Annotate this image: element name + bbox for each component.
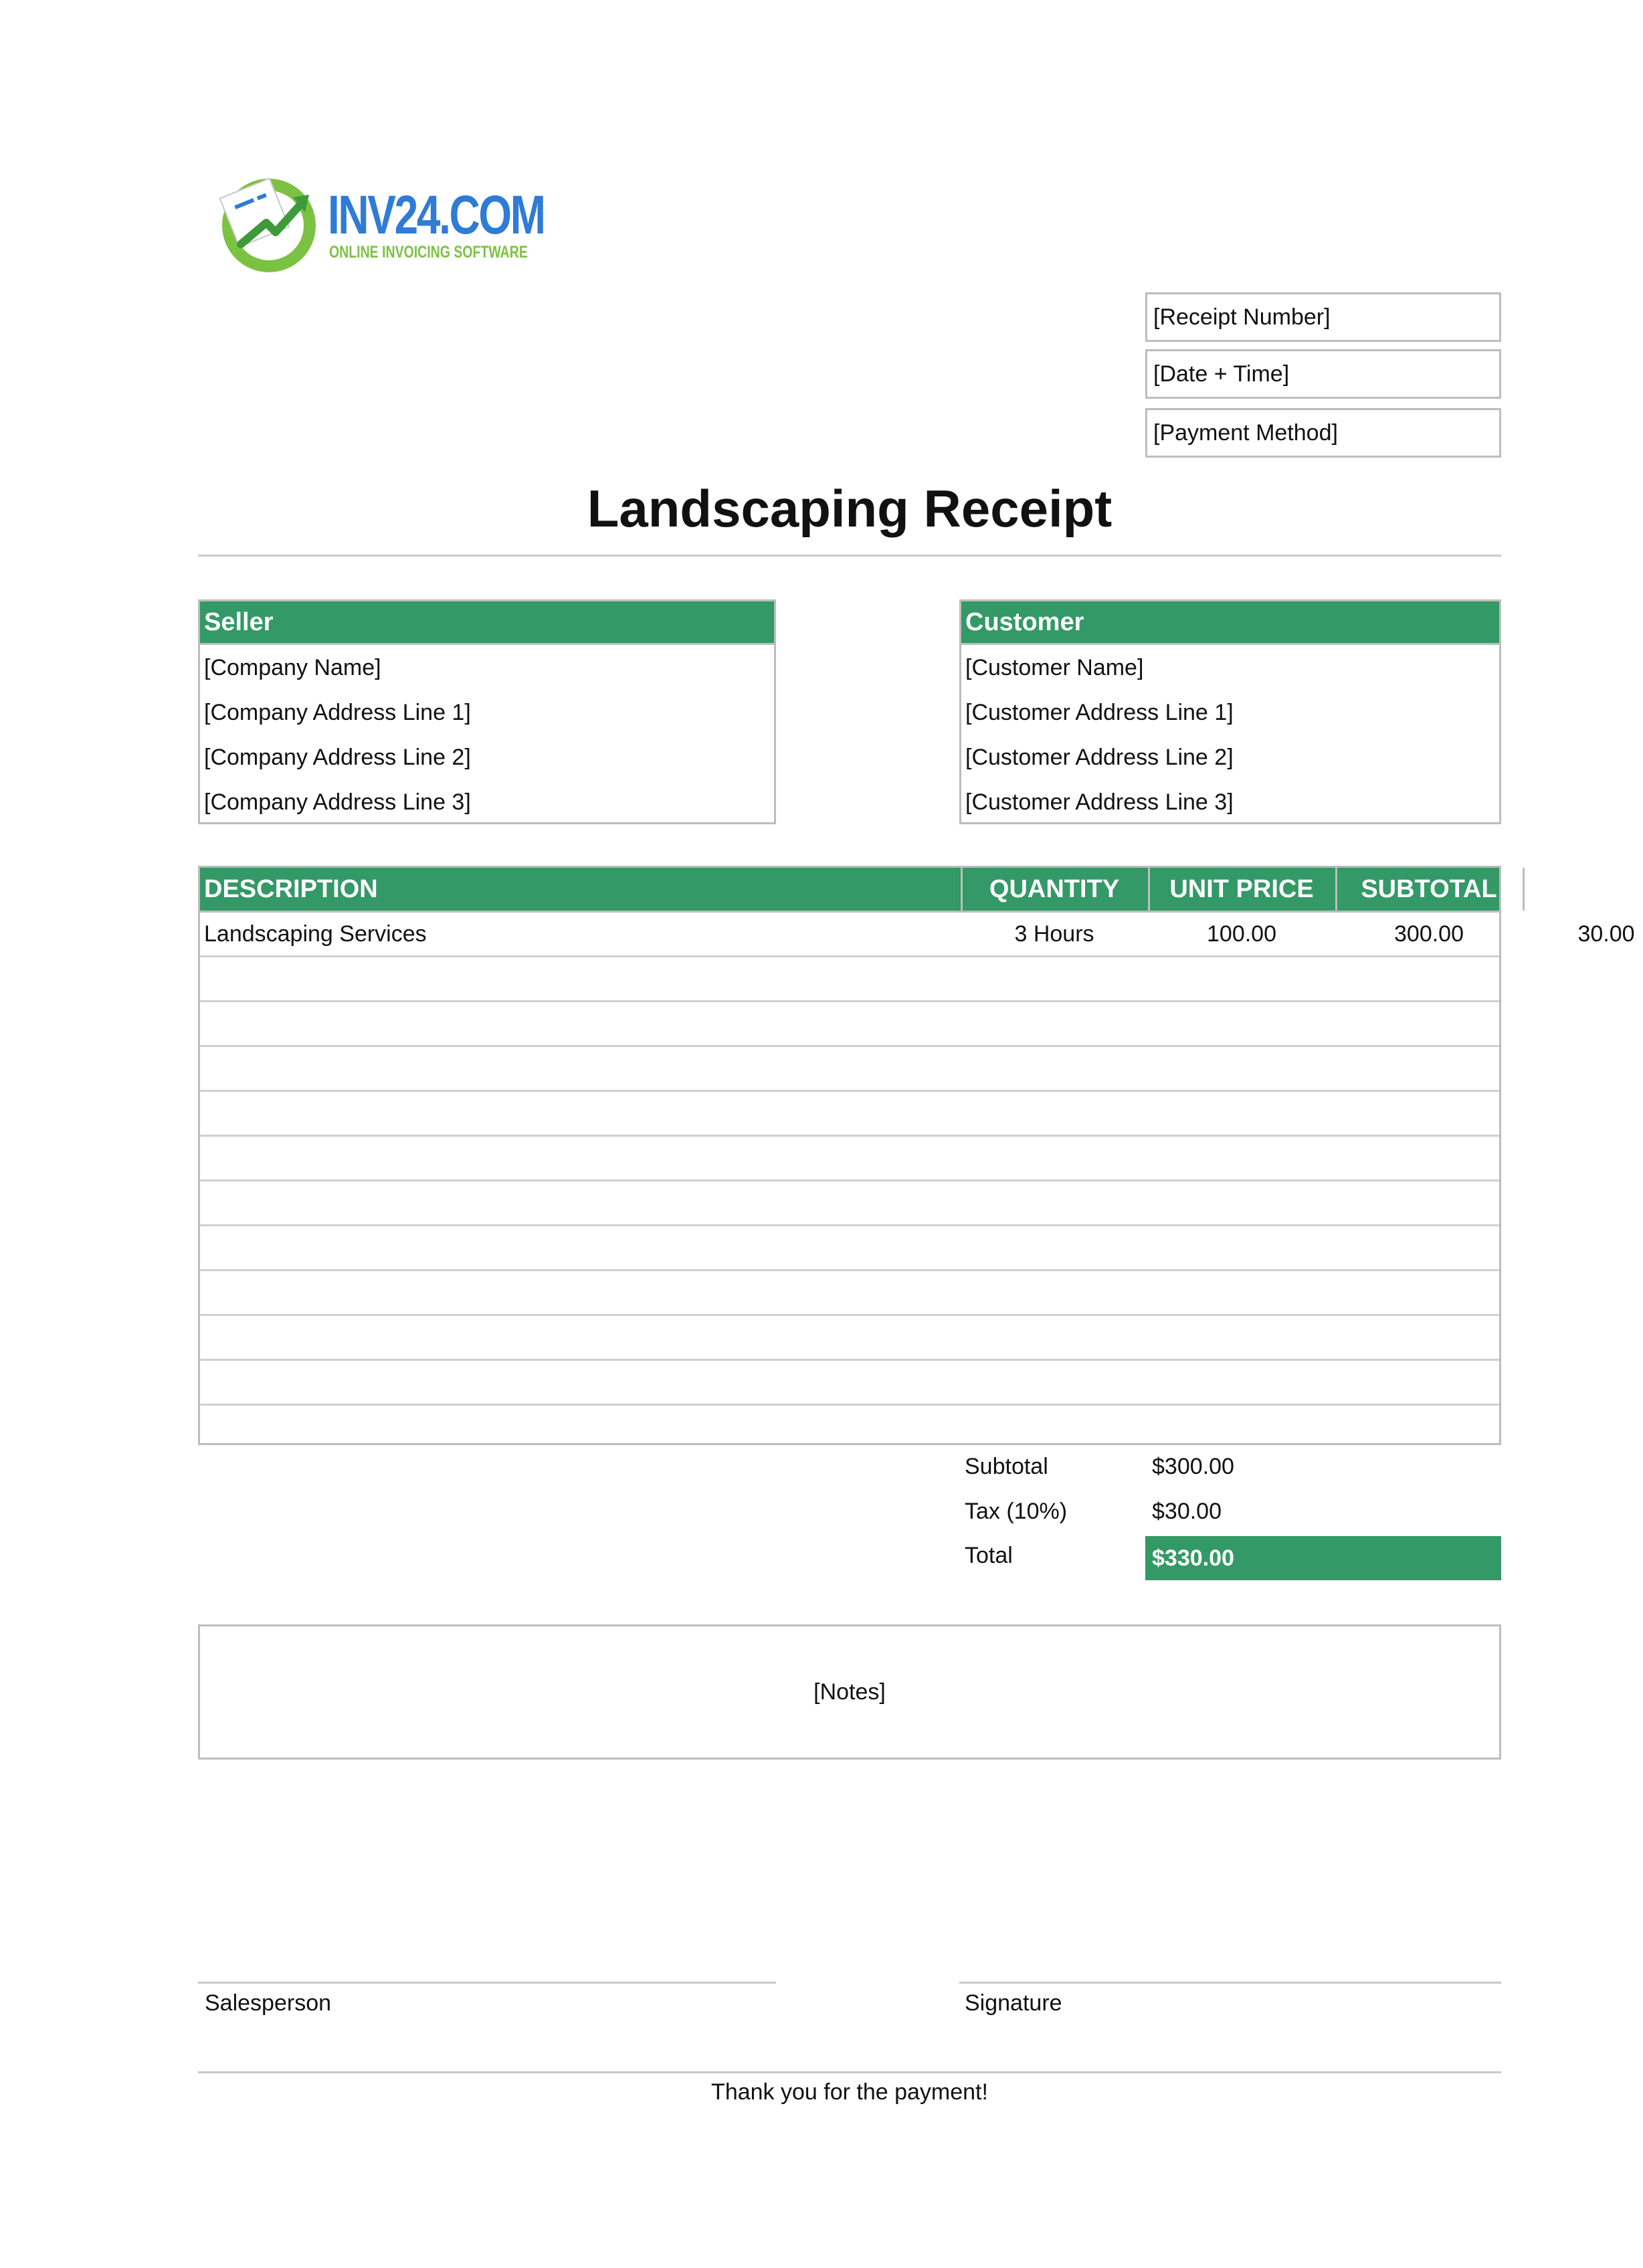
items-table-header [200,868,1631,913]
page-title: Landscaping Receipt [587,479,1113,538]
date-time-field[interactable]: [Date + Time] [1145,349,1501,399]
brand-tagline: ONLINE INVOICING SOFTWARE [329,243,528,262]
subtotal-value: $300.00 [1152,1454,1234,1479]
column-header-description: DESCRIPTION [204,874,378,903]
seller-address-line-3[interactable]: [Company Address Line 3] [204,789,471,815]
payment-method-field[interactable]: [Payment Method] [1145,408,1501,458]
table-row[interactable] [200,1361,1499,1406]
item-description[interactable]: Landscaping Services [204,921,427,947]
brand-name: INV24.COM [328,185,545,246]
seller-panel [198,599,776,824]
tax-value: $30.00 [1152,1499,1222,1524]
item-tax[interactable]: 30.00 [1577,921,1635,947]
customer-panel [959,599,1501,824]
table-row[interactable] [200,1316,1499,1361]
notes-field[interactable]: [Notes] [198,1624,1501,1760]
seller-address-line-2[interactable]: [Company Address Line 2] [204,745,471,770]
total-value: $330.00 [1145,1536,1501,1580]
customer-heading: Customer [961,601,1499,645]
subtotal-label: Subtotal [965,1454,1048,1479]
title-divider [198,555,1501,557]
seller-company-name[interactable]: [Company Name] [204,655,381,680]
items-table [198,866,1635,1445]
table-row[interactable] [200,1002,1499,1047]
footer-divider [198,2071,1501,2073]
receipt-growth-arrow-icon [214,171,321,278]
customer-name[interactable]: [Customer Name] [965,655,1144,680]
table-row[interactable] [200,1047,1499,1092]
customer-address-line-2[interactable]: [Customer Address Line 2] [965,745,1234,770]
brand-logo [214,171,545,278]
table-row[interactable] [200,1406,1499,1443]
item-quantity[interactable]: 3 Hours [1014,921,1094,947]
table-row[interactable] [200,1182,1499,1226]
column-header-unit-price: UNIT PRICE [1169,874,1314,903]
tax-label: Tax (10%) [965,1499,1068,1524]
table-row[interactable] [200,1137,1499,1182]
signature-label: Signature [965,1990,1062,2016]
signature-line [959,1982,1501,1984]
item-subtotal[interactable]: 300.00 [1394,921,1464,947]
table-row[interactable] [200,1271,1499,1316]
footer-thank-you: Thank you for the payment! [711,2079,988,2105]
item-unit-price[interactable]: 100.00 [1207,921,1276,947]
customer-address-line-3[interactable]: [Customer Address Line 3] [965,789,1234,815]
customer-address-line-1[interactable]: [Customer Address Line 1] [965,700,1234,725]
table-row[interactable] [200,1092,1499,1137]
receipt-number-field[interactable]: [Receipt Number] [1145,292,1501,342]
column-header-subtotal: SUBTOTAL [1361,874,1497,903]
total-label: Total [965,1543,1013,1568]
salesperson-label: Salesperson [205,1990,332,2016]
table-row[interactable] [200,1226,1499,1271]
salesperson-line [198,1982,776,1984]
column-header-tax: TAX [1581,874,1631,903]
seller-heading: Seller [200,601,774,645]
table-row[interactable] [200,913,1635,957]
seller-address-line-1[interactable]: [Company Address Line 1] [204,700,471,725]
column-header-quantity: QUANTITY [989,874,1120,903]
table-row[interactable] [200,957,1499,1002]
